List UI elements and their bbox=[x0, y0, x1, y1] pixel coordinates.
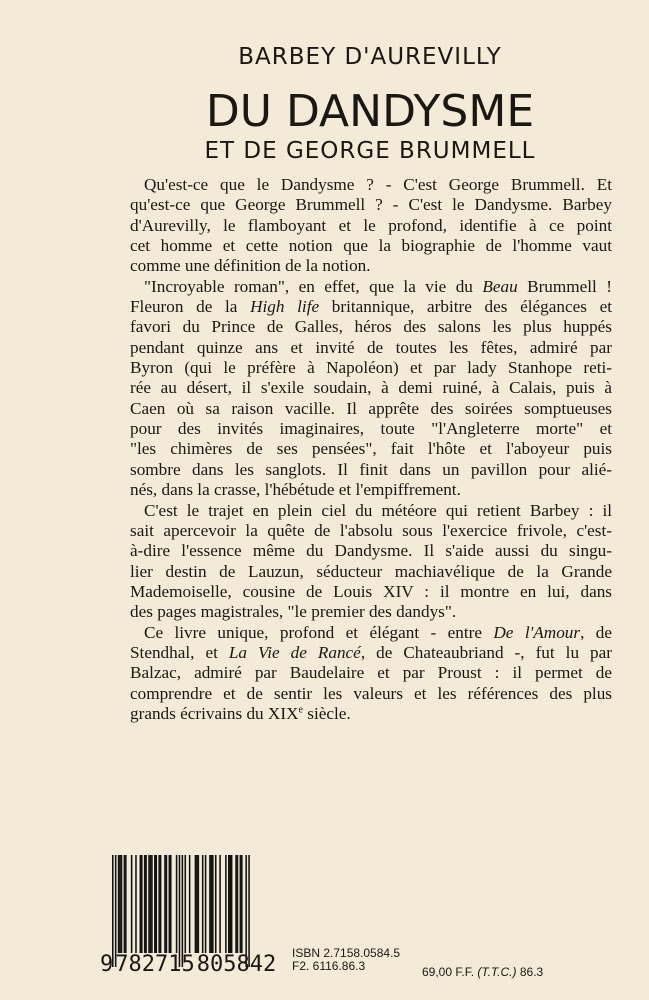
text-segment: nés, dans la crasse, l'hébétude et l'empiffrement. bbox=[130, 480, 461, 500]
text-line bbox=[130, 684, 612, 704]
barcode-bar bbox=[235, 855, 237, 953]
text-line bbox=[130, 562, 612, 582]
text-segment: des pages magistrales, "le premier des dandys". bbox=[130, 602, 457, 622]
text-line bbox=[130, 216, 612, 236]
barcode-bar bbox=[212, 855, 214, 953]
barcode bbox=[112, 855, 252, 967]
barcode-bar bbox=[131, 855, 133, 953]
italic-text: Beau bbox=[482, 276, 518, 296]
text-segment: favori du Prince de Galles, héros des salons les plus huppés bbox=[130, 317, 612, 337]
barcode-bar bbox=[231, 855, 233, 953]
barcode-bar bbox=[185, 855, 187, 953]
barcode-bar bbox=[225, 855, 227, 953]
text-segment: rée au désert, il s'exile soudain, à demi ruiné, à Calais, puis à bbox=[130, 378, 612, 398]
barcode-bar bbox=[145, 855, 147, 953]
barcode-bar bbox=[150, 855, 152, 953]
text-segment: Brummell ! bbox=[517, 276, 612, 296]
barcode-bar bbox=[115, 855, 117, 967]
text-segment: lier destin de Lauzun, séducteur machiavélique de la Grande bbox=[130, 561, 612, 581]
barcode-bar bbox=[205, 855, 207, 953]
text-line bbox=[130, 623, 612, 643]
text-segment: à-dire l'essence même du Dandysme. Il s'aide aussi du singu- bbox=[130, 541, 612, 561]
text-segment: britannique, arbitre des élégances et bbox=[319, 297, 612, 317]
barcode-bar bbox=[209, 855, 211, 953]
barcode-bar bbox=[125, 855, 127, 953]
barcode-bar bbox=[156, 855, 158, 953]
text-line bbox=[130, 663, 612, 683]
barcode-bar bbox=[158, 855, 160, 953]
text-line bbox=[130, 277, 612, 297]
text-line bbox=[130, 460, 612, 480]
edition-code: F2. 6116.86.3 bbox=[292, 959, 366, 973]
barcode-bar bbox=[219, 855, 221, 953]
text-line bbox=[130, 582, 612, 602]
text-segment: d'Aurevilly, le flamboyant et le profond, identifie à ce point bbox=[130, 215, 612, 235]
text-segment: sait apercevoir la quête de l'absolu sous l'exercice frivole, c'est- bbox=[130, 520, 612, 540]
text-segment: grands écrivains du XIX bbox=[130, 703, 299, 723]
barcode-bar bbox=[135, 855, 137, 953]
text-segment: "les chimères de ses pensées", fait l'hôte et l'aboyeur puis bbox=[130, 439, 612, 459]
text-line bbox=[130, 439, 612, 459]
text-segment: C'est le trajet en plein ciel du météore qui retient Barbey : il bbox=[144, 500, 612, 520]
text-line bbox=[130, 256, 612, 276]
text-segment: "Incroyable roman", en effet, que la vie du bbox=[144, 276, 483, 296]
barcode-bar bbox=[195, 855, 197, 953]
barcode-bar bbox=[148, 855, 150, 953]
text-line bbox=[130, 358, 612, 378]
barcode-bar bbox=[189, 855, 191, 953]
barcode-bar bbox=[140, 855, 142, 953]
barcode-bar bbox=[119, 855, 121, 953]
text-line bbox=[130, 378, 612, 398]
text-line bbox=[130, 602, 612, 622]
text-line bbox=[130, 399, 612, 419]
barcode-bar bbox=[196, 855, 198, 953]
barcode-bar bbox=[228, 855, 230, 953]
text-line bbox=[130, 521, 612, 541]
book-title: DU DANDYSME bbox=[205, 86, 535, 137]
barcode-bar bbox=[154, 855, 156, 953]
barcode-bar bbox=[170, 855, 172, 953]
text-segment: cet homme et cette notion que la biographie de l'homme vaut bbox=[130, 236, 612, 256]
text-line bbox=[130, 338, 612, 358]
text-line bbox=[130, 317, 612, 337]
text-line bbox=[130, 297, 612, 317]
blurb-text bbox=[130, 175, 612, 724]
barcode-bar bbox=[141, 855, 143, 953]
isbn-number: ISBN 2.7158.0584.5 bbox=[292, 946, 401, 960]
barcode-bar bbox=[248, 855, 250, 967]
italic-text: De l'Amour bbox=[493, 622, 581, 642]
barcode-bar bbox=[151, 855, 153, 953]
text-segment: e bbox=[298, 704, 303, 716]
text-segment: pour des invités imaginaires, toute "l'Angleterre morte" et bbox=[130, 419, 612, 439]
barcode-bar bbox=[202, 855, 204, 953]
barcode-bar bbox=[160, 855, 162, 953]
italic-text: High life bbox=[250, 297, 320, 317]
barcode-bar bbox=[121, 855, 123, 953]
price-tax: (T.T.C.) bbox=[477, 965, 517, 979]
text-line bbox=[130, 501, 612, 521]
barcode-bar bbox=[241, 855, 243, 953]
text-segment: Mademoiselle, cousine de Louis XIV : il montre en lui, dans bbox=[130, 581, 612, 601]
barcode-right-digits: 805842 bbox=[196, 952, 277, 977]
book-subtitle: ET DE GEORGE BRUMMELL bbox=[204, 138, 536, 164]
price-code: 86.3 bbox=[519, 965, 544, 979]
text-segment: Fleuron de la bbox=[130, 297, 251, 317]
barcode-bar bbox=[211, 855, 213, 953]
text-segment: , de bbox=[580, 622, 612, 642]
text-segment: qu'est-ce que George Brummell ? - C'est le Dandysme. Barbey bbox=[130, 195, 612, 215]
text-segment: sombre dans les sanglots. Il finit dans un pavillon pour alié- bbox=[130, 459, 612, 479]
barcode-bar bbox=[144, 855, 146, 953]
text-segment: Qu'est-ce que le Dandysme ? - C'est George Brummell. Et bbox=[144, 175, 612, 194]
text-segment: siècle. bbox=[302, 703, 351, 723]
text-segment: comprendre et de sentir les valeurs et les références des plus bbox=[130, 683, 612, 703]
barcode-bar bbox=[229, 855, 231, 953]
price bbox=[422, 965, 543, 979]
barcode-bar bbox=[245, 855, 247, 967]
text-line bbox=[130, 480, 612, 500]
author-name: BARBEY D'AUREVILLY bbox=[238, 44, 502, 70]
barcode-bar bbox=[164, 855, 166, 953]
text-line bbox=[130, 541, 612, 561]
barcode-digits bbox=[100, 952, 276, 977]
text-segment: Stendhal, et bbox=[130, 642, 229, 662]
text-segment: , de Chateaubriand -, fut lu par bbox=[360, 642, 612, 662]
barcode-bar bbox=[124, 855, 126, 953]
barcode-bar bbox=[166, 855, 168, 953]
text-segment: comme une définition de la notion. bbox=[130, 256, 371, 276]
barcode-left-digits: 782715 bbox=[115, 952, 195, 977]
barcode-bar bbox=[215, 855, 217, 953]
barcode-bar bbox=[176, 855, 178, 953]
barcode-bar bbox=[182, 855, 184, 967]
barcode-bar bbox=[112, 855, 114, 967]
text-segment: Byron (qui le préfère à Napoléon) et par lady Stanhope reti- bbox=[130, 358, 612, 378]
text-segment: Caen où sa raison vacille. Il apprête des soirées somptueuses bbox=[130, 398, 612, 418]
text-line bbox=[130, 195, 612, 215]
barcode-bar bbox=[118, 855, 120, 953]
text-line bbox=[130, 643, 612, 663]
barcode-bar bbox=[240, 855, 242, 953]
text-line bbox=[130, 236, 612, 256]
text-line bbox=[130, 419, 612, 439]
barcode-bar bbox=[237, 855, 239, 953]
italic-text: La Vie de Rancé bbox=[228, 642, 361, 662]
text-line bbox=[130, 704, 612, 724]
barcode-bar bbox=[198, 855, 200, 953]
text-segment: Balzac, admiré par Baudelaire et par Proust : il permet de bbox=[130, 663, 612, 683]
isbn-block bbox=[292, 947, 400, 973]
barcode-first-digit: 9 bbox=[100, 952, 114, 977]
text-line bbox=[130, 175, 612, 195]
text-segment: pendant quinze ans et invité de toutes les fêtes, admiré par bbox=[130, 337, 612, 357]
barcode-bar bbox=[179, 855, 181, 967]
barcode-bar bbox=[169, 855, 171, 953]
price-amount: 69,00 F.F. bbox=[422, 965, 475, 979]
text-segment: Ce livre unique, profond et élégant - entre bbox=[144, 622, 494, 642]
